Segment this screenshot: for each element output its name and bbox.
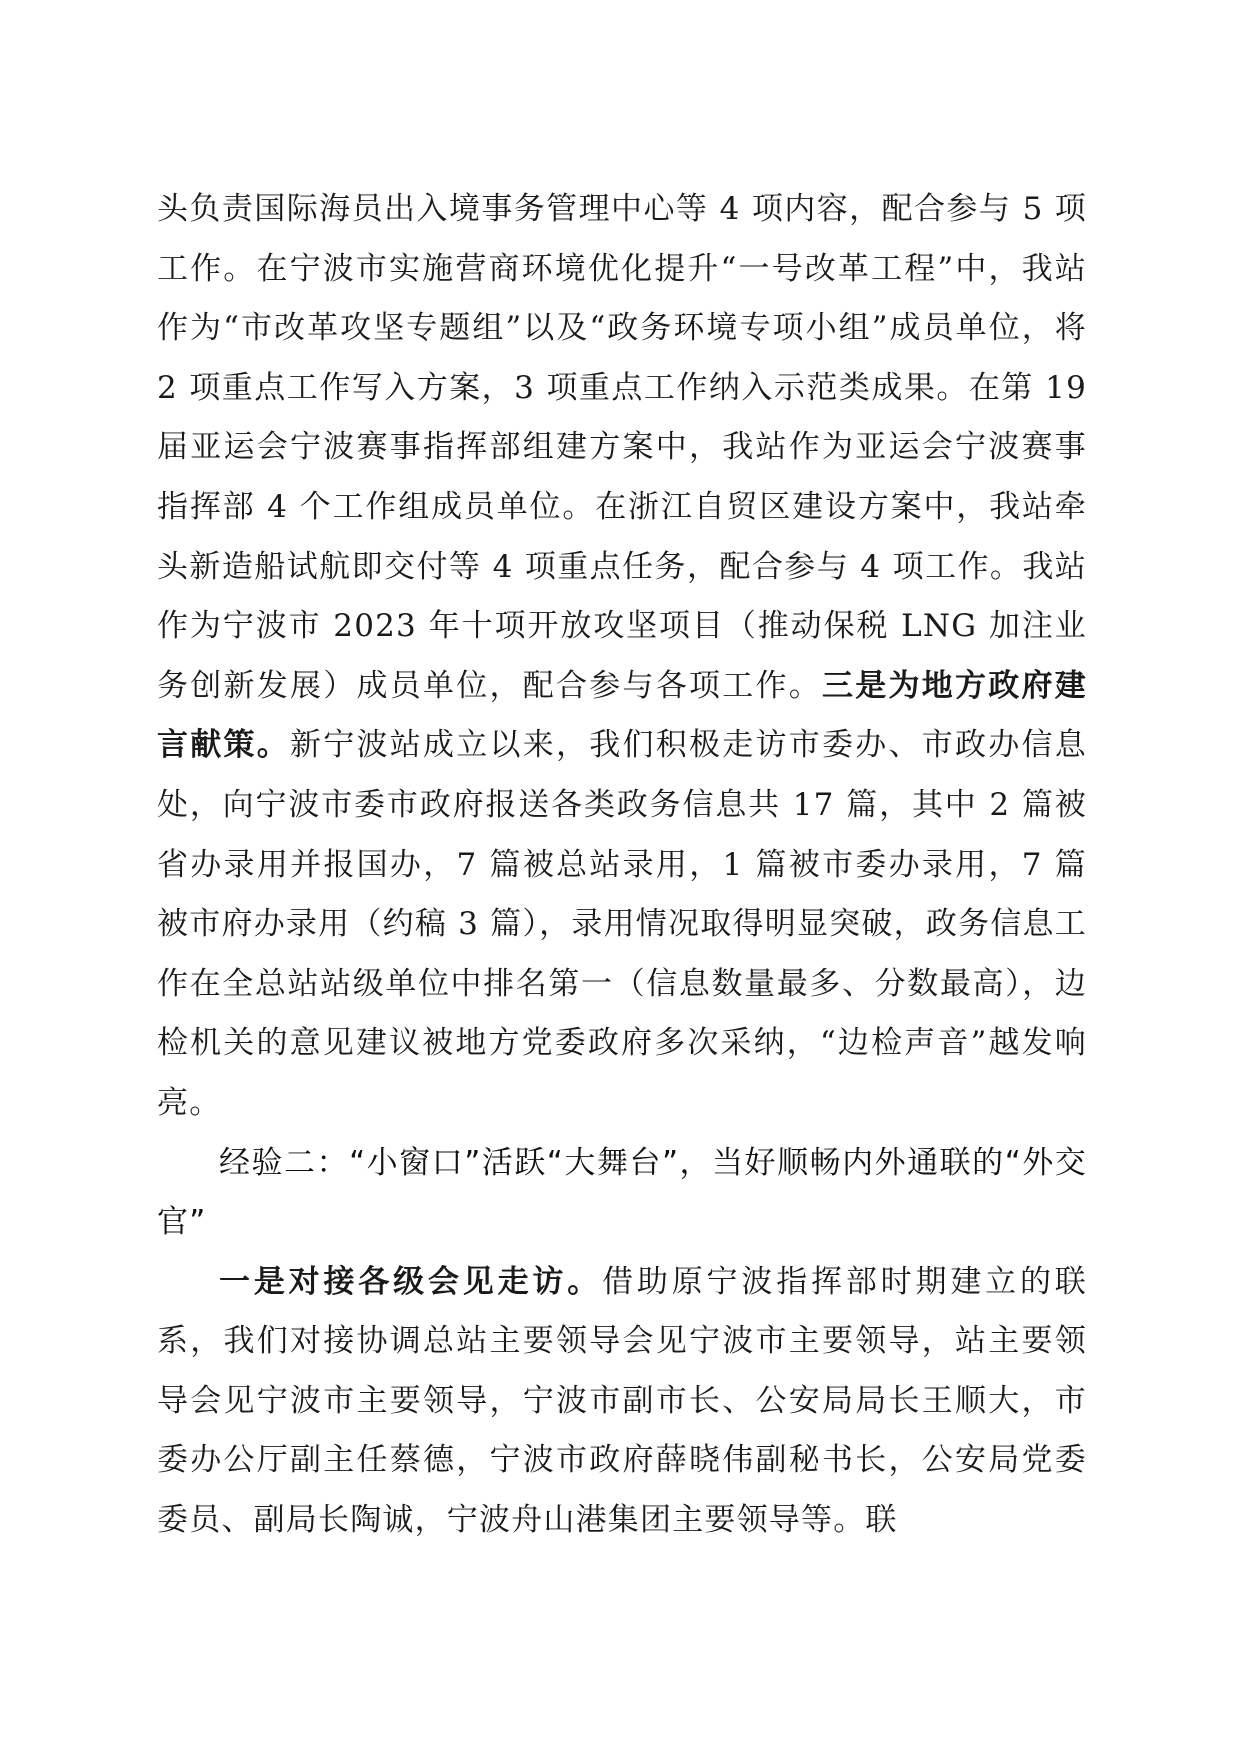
- bold-lead: 三是为地方政府建言献策。: [157, 667, 1087, 764]
- paragraph-visits: [157, 1253, 1087, 1551]
- paragraph-text: 新宁波站成立以来，我们积极走访市委办、市政办信息处，向宁波市委市政府报送各类政务信息共 17 篇，其中 2 篇被省办录用并报国办，7 篇被总站录用，1 篇被市委办录用，7 篇被市府办录用（约稿 3 篇），录用情况取得明显突破，政务信息工作在全总站站级单位中排名第一（信息数量最多、分数最高），边检机关的意见建议被地方党委政府多次采纳，“边检声音”越发响亮。: [157, 727, 1087, 1121]
- paragraph-cooperation: [157, 180, 1087, 1134]
- paragraph-text: 借助原宁波指挥部时期建立的联系，我们对接协调总站主要领导会见宁波市主要领导，站主要领导会见宁波市主要领导，宁波市副市长、公安局局长王顺大，市委办公厅副主任蔡德，宁波市政府薛晓伟副秘书长，公安局党委委员、副局长陶诚，宁波舟山港集团主要领导等。联: [157, 1263, 1087, 1539]
- bold-lead: 一是对接各级会见走访。: [219, 1263, 603, 1300]
- document-body: [157, 180, 1087, 1551]
- paragraph-text: 头负责国际海员出入境事务管理中心等 4 项内容，配合参与 5 项工作。在宁波市实施营商环境优化提升“一号改革工程”中，我站作为“市改革攻坚专题组”以及“政务环境专项小组”成员单位，将 2 项重点工作写入方案，3 项重点工作纳入示范类成果。在第 19 届亚运会宁波赛事指挥部组建方案中，我站作为亚运会宁波赛事指挥部 4 个工作组成员单位。在浙江自贸区建设方案中，我站牵头新造船试航即交付等 4 项重点任务，配合参与 4 项工作。我站作为宁波市 2023 年十项开放攻坚项目（推动保税 LNG 加注业务创新发展）成员单位，配合参与各项工作。: [157, 191, 1087, 704]
- section-heading: 经验二：“小窗口”活跃“大舞台”，当好顺畅内外通联的“外交官”: [157, 1144, 1087, 1241]
